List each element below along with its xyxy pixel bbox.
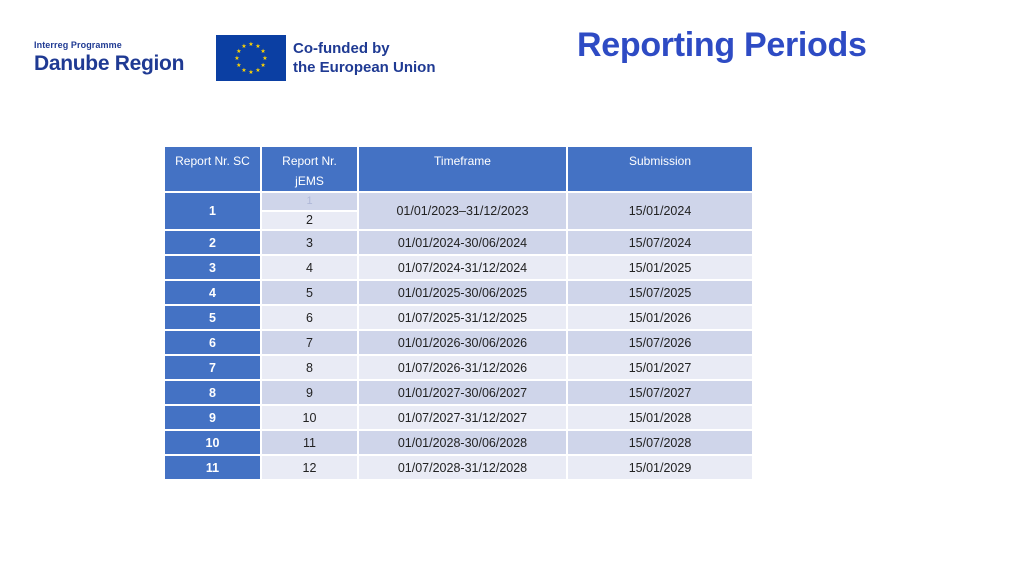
cell-timeframe: 01/01/2027-30/06/2027 bbox=[358, 380, 567, 405]
cell-submission: 15/07/2028 bbox=[567, 430, 753, 455]
table-row bbox=[164, 255, 753, 280]
eu-star-icon: ★ bbox=[248, 70, 254, 76]
cell-report-sc: 6 bbox=[164, 330, 261, 355]
table-row bbox=[164, 405, 753, 430]
eu-star-icon: ★ bbox=[260, 63, 266, 69]
cell-submission: 15/07/2027 bbox=[567, 380, 753, 405]
cell-report-sc: 3 bbox=[164, 255, 261, 280]
eu-star-icon: ★ bbox=[234, 56, 240, 62]
cell-report-jems: 2 bbox=[261, 211, 358, 230]
cell-report-sc: 1 bbox=[164, 192, 261, 230]
cell-report-sc: 10 bbox=[164, 430, 261, 455]
eu-star-icon: ★ bbox=[236, 63, 242, 69]
cell-timeframe: 01/07/2027-31/12/2027 bbox=[358, 405, 567, 430]
cell-submission: 15/01/2025 bbox=[567, 255, 753, 280]
cell-report-sc: 8 bbox=[164, 380, 261, 405]
eu-star-icon: ★ bbox=[241, 43, 247, 50]
cell-report-sc: 4 bbox=[164, 280, 261, 305]
cell-submission: 15/01/2028 bbox=[567, 405, 753, 430]
cell-timeframe: 01/01/2025-30/06/2025 bbox=[358, 280, 567, 305]
interreg-logo bbox=[34, 40, 184, 76]
cell-report-sc: 5 bbox=[164, 305, 261, 330]
cell-report-jems: 5 bbox=[261, 280, 358, 305]
eu-line-2: the European Union bbox=[293, 59, 436, 76]
table-row bbox=[164, 280, 753, 305]
cell-submission: 15/01/2029 bbox=[567, 455, 753, 480]
cell-timeframe: 01/01/2026-30/06/2026 bbox=[358, 330, 567, 355]
page-title: Reporting Periods bbox=[577, 26, 867, 64]
eu-star-icon: ★ bbox=[255, 43, 261, 50]
cell-report-jems: 12 bbox=[261, 455, 358, 480]
eu-stars bbox=[216, 35, 286, 81]
eu-flag-icon bbox=[216, 35, 286, 81]
cell-timeframe: 01/01/2023–31/12/2023 bbox=[358, 192, 567, 230]
cell-timeframe: 01/07/2025-31/12/2025 bbox=[358, 305, 567, 330]
cell-report-sc: 7 bbox=[164, 355, 261, 380]
cell-report-jems: 8 bbox=[261, 355, 358, 380]
table-row bbox=[164, 355, 753, 380]
table-row bbox=[164, 230, 753, 255]
eu-line-1: Co-funded by bbox=[293, 40, 390, 57]
programme-name: Danube Region bbox=[34, 52, 185, 75]
cell-report-jems: 3 bbox=[261, 230, 358, 255]
table-row bbox=[164, 380, 753, 405]
cell-timeframe: 01/01/2024-30/06/2024 bbox=[358, 230, 567, 255]
col-header-timeframe: Timeframe bbox=[358, 146, 567, 192]
table-row bbox=[164, 192, 753, 211]
cell-submission: 15/01/2024 bbox=[567, 192, 753, 230]
cell-report-jems: 11 bbox=[261, 430, 358, 455]
programme-label: Interreg Programme bbox=[34, 40, 122, 50]
eu-star-icon: ★ bbox=[236, 49, 242, 55]
col-header-submission: Submission bbox=[567, 146, 753, 192]
eu-star-icon: ★ bbox=[248, 42, 254, 48]
table-row bbox=[164, 430, 753, 455]
table-row bbox=[164, 330, 753, 355]
col-header-report-sc: Report Nr. SC bbox=[164, 146, 261, 192]
eu-star-icon: ★ bbox=[260, 49, 266, 55]
cell-report-jems: 7 bbox=[261, 330, 358, 355]
cell-report-sc: 2 bbox=[164, 230, 261, 255]
table-row bbox=[164, 305, 753, 330]
cell-report-jems: 4 bbox=[261, 255, 358, 280]
cell-submission: 15/07/2024 bbox=[567, 230, 753, 255]
cell-timeframe: 01/07/2026-31/12/2026 bbox=[358, 355, 567, 380]
col-header-report-jems: Report Nr. jEMS bbox=[261, 146, 358, 192]
cell-timeframe: 01/01/2028-30/06/2028 bbox=[358, 430, 567, 455]
cell-submission: 15/01/2027 bbox=[567, 355, 753, 380]
table-row bbox=[164, 455, 753, 480]
cell-timeframe: 01/07/2024-31/12/2024 bbox=[358, 255, 567, 280]
cell-report-sc: 9 bbox=[164, 405, 261, 430]
cell-submission: 15/01/2026 bbox=[567, 305, 753, 330]
eu-star-icon: ★ bbox=[262, 56, 268, 62]
reporting-periods-table bbox=[163, 145, 754, 481]
cell-submission: 15/07/2025 bbox=[567, 280, 753, 305]
cell-report-jems: 1 bbox=[261, 192, 358, 211]
cell-submission: 15/07/2026 bbox=[567, 330, 753, 355]
table-header-row bbox=[164, 146, 753, 192]
eu-star-icon: ★ bbox=[241, 68, 247, 75]
eu-star-icon: ★ bbox=[255, 68, 261, 75]
cell-timeframe: 01/07/2028-31/12/2028 bbox=[358, 455, 567, 480]
eu-cofunded-text bbox=[293, 39, 436, 77]
cell-report-jems: 9 bbox=[261, 380, 358, 405]
cell-report-jems: 6 bbox=[261, 305, 358, 330]
cell-report-sc: 11 bbox=[164, 455, 261, 480]
cell-report-jems: 10 bbox=[261, 405, 358, 430]
